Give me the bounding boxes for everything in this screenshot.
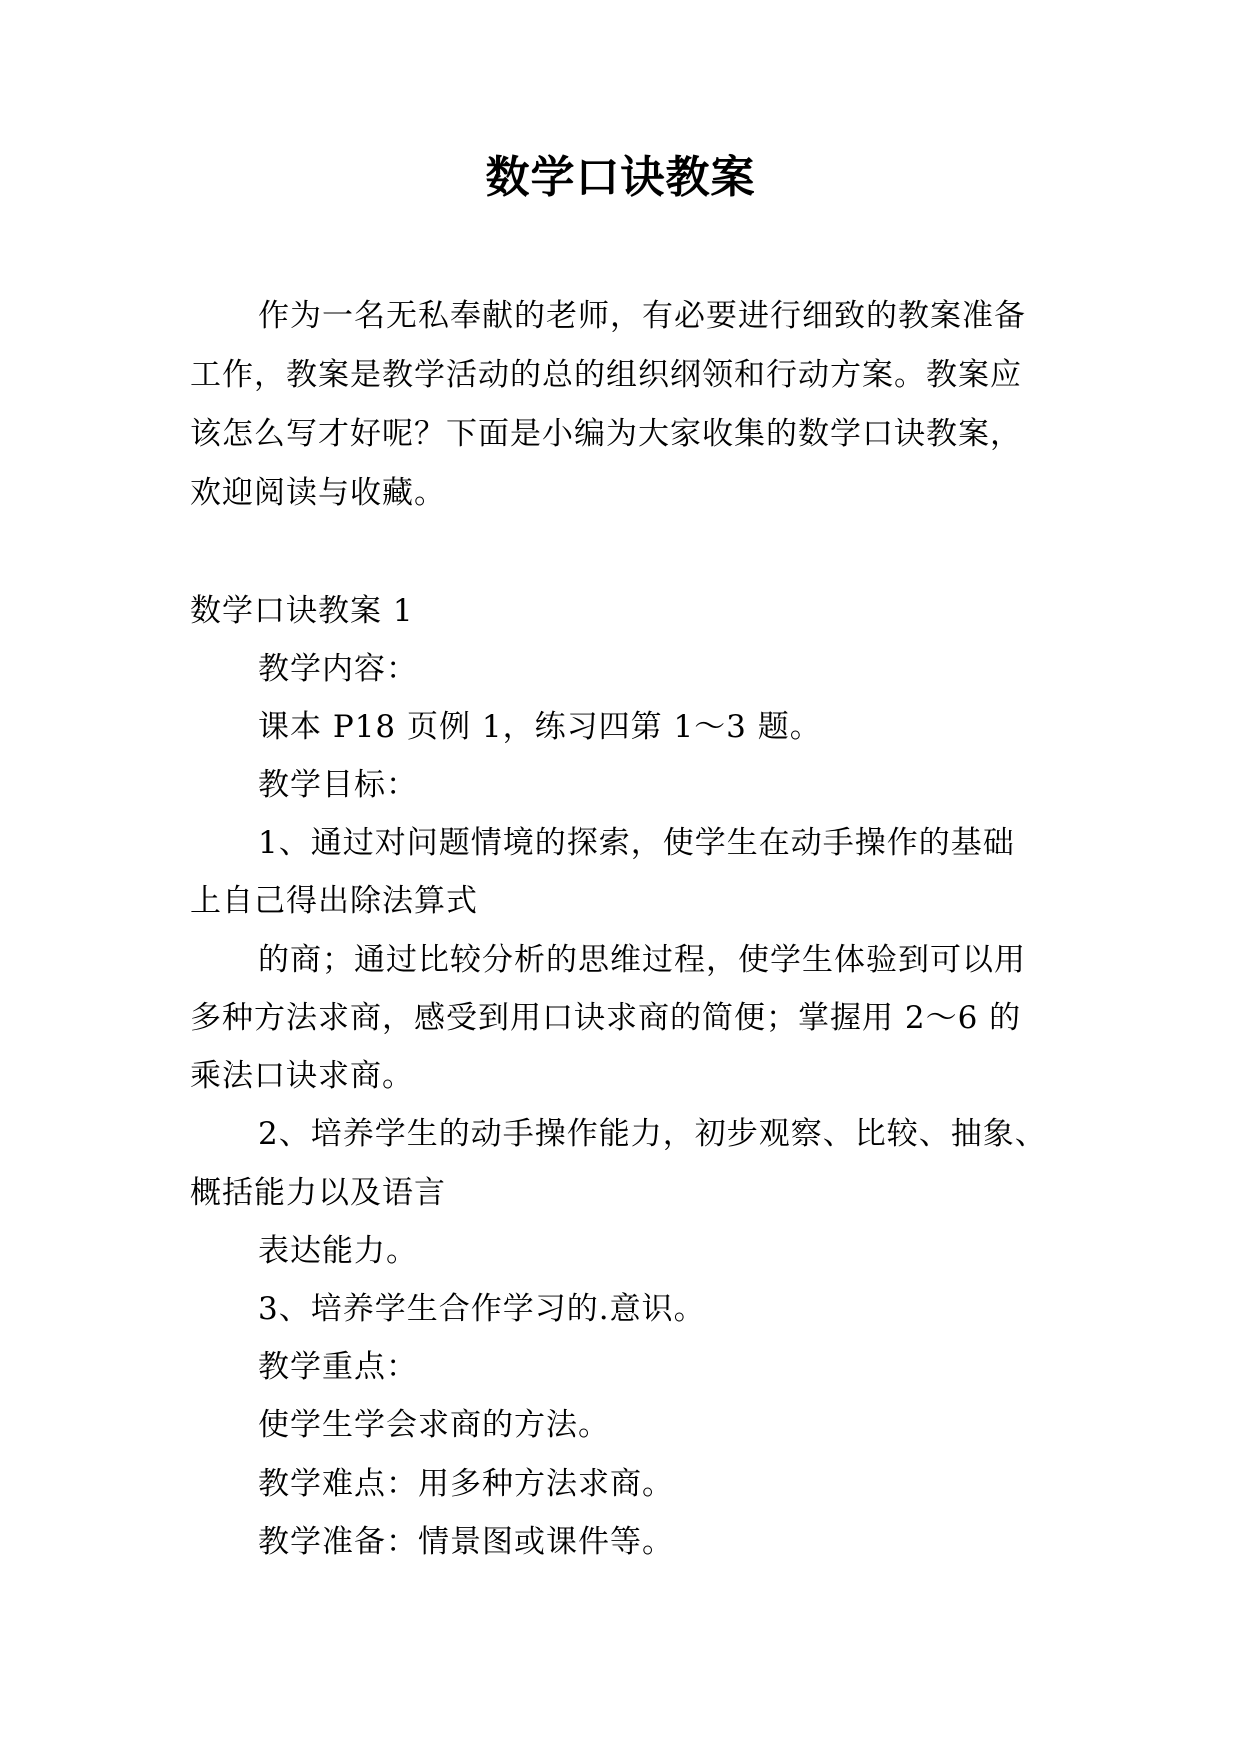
body-line: 2、培养学生的动手操作能力，初步观察、比较、抽象、: [258, 1116, 1047, 1152]
body-line: 教学重点：: [258, 1349, 418, 1385]
document-title: 数学口诀教案: [485, 152, 756, 203]
intro-line: 工作，教案是教学活动的总的组织纲领和行动方案。教案应: [190, 357, 1022, 393]
body-line: 教学难点：用多种方法求商。: [258, 1466, 674, 1502]
body-line: 3、培养学生合作学习的.意识。: [258, 1291, 706, 1327]
body-line: 1、通过对问题情境的探索，使学生在动手操作的基础: [258, 825, 1015, 861]
body-line: 表达能力。: [258, 1233, 418, 1269]
body-line: 乘法口诀求商。: [190, 1058, 414, 1094]
intro-line: 该怎么写才好呢？下面是小编为大家收集的数学口诀教案，: [190, 416, 1022, 452]
body-line: 使学生学会求商的方法。: [258, 1407, 610, 1443]
body-line: 教学目标：: [258, 767, 418, 803]
body-line: 教学内容：: [258, 651, 418, 687]
body-line: 课本 P18 页例 1，练习四第 1～3 题。: [258, 709, 822, 745]
body-line: 概括能力以及语言: [190, 1175, 446, 1211]
intro-line: 作为一名无私奉献的老师，有必要进行细致的教案准备: [258, 298, 1026, 334]
body-line: 教学准备：情景图或课件等。: [258, 1524, 674, 1560]
section-heading: 数学口诀教案 1: [190, 593, 414, 629]
intro-line: 欢迎阅读与收藏。: [190, 475, 446, 511]
body-line: 的商；通过比较分析的思维过程，使学生体验到可以用: [258, 942, 1026, 978]
body-line: 多种方法求商，感受到用口诀求商的简便；掌握用 2～6 的: [190, 1000, 1022, 1036]
body-line: 上自己得出除法算式: [190, 883, 478, 919]
